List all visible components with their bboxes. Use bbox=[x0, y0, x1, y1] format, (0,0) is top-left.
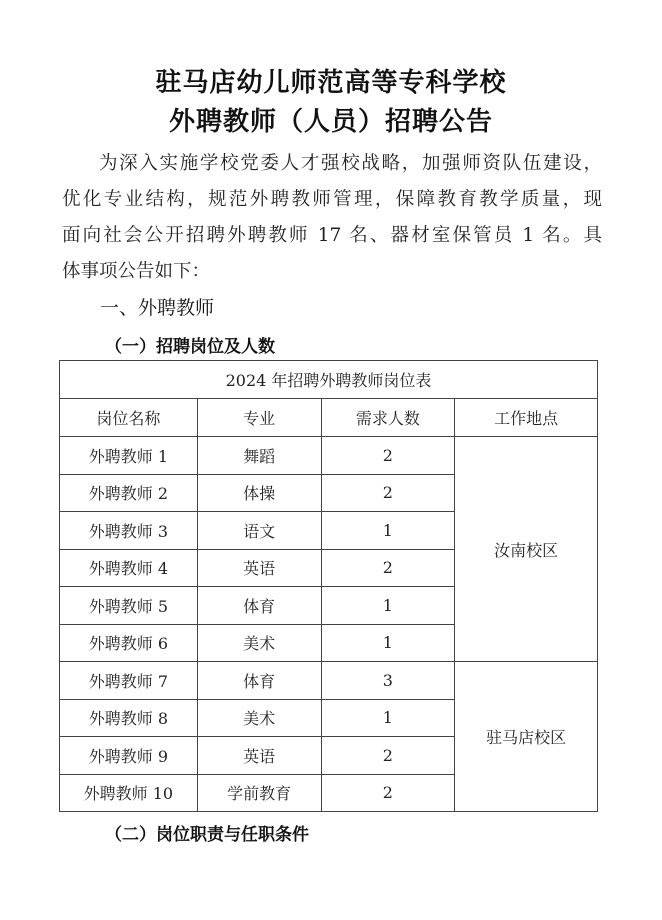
document-title-line-2: 外聘教师（人员）招聘公告 bbox=[168, 107, 493, 137]
intro-line: 面向社会公开招聘外聘教师 17 名、器材室保管员 1 名。具 bbox=[62, 225, 602, 246]
cell-major: 舞蹈 bbox=[197, 437, 321, 475]
cell-count: 2 bbox=[321, 737, 455, 775]
cell-count: 2 bbox=[321, 549, 455, 587]
subsection-heading-duties: （二）岗位职责与任职条件 bbox=[105, 825, 309, 845]
cell-count: 1 bbox=[321, 624, 455, 662]
cell-major: 英语 bbox=[197, 549, 321, 587]
cell-count: 2 bbox=[321, 474, 455, 512]
column-header-location: 工作地点 bbox=[455, 399, 598, 437]
intro-line: 优化专业结构，规范外聘教师管理，保障教育教学质量，现 bbox=[62, 189, 602, 210]
cell-major: 美术 bbox=[197, 699, 321, 737]
cell-position: 外聘教师 6 bbox=[60, 624, 198, 662]
column-header-count: 需求人数 bbox=[321, 399, 455, 437]
section-heading-external-teachers: 一、外聘教师 bbox=[100, 297, 215, 319]
cell-major: 体育 bbox=[197, 662, 321, 700]
cell-count: 1 bbox=[321, 512, 455, 550]
intro-line: 为深入实施学校党委人才强校战略，加强师资队伍建设， bbox=[99, 153, 602, 174]
cell-count: 3 bbox=[321, 662, 455, 700]
cell-count: 1 bbox=[321, 587, 455, 625]
cell-major: 美术 bbox=[197, 624, 321, 662]
positions-table bbox=[59, 360, 598, 812]
cell-position: 外聘教师 2 bbox=[60, 474, 198, 512]
cell-location-runan: 汝南校区 bbox=[455, 437, 598, 662]
cell-count: 1 bbox=[321, 699, 455, 737]
cell-major: 英语 bbox=[197, 737, 321, 775]
cell-position: 外聘教师 3 bbox=[60, 512, 198, 550]
intro-paragraph bbox=[62, 146, 602, 290]
cell-position: 外聘教师 10 bbox=[60, 774, 198, 812]
document-title-line-1: 驻马店幼儿师范高等专科学校 bbox=[155, 68, 507, 98]
intro-line: 体事项公告如下： bbox=[62, 261, 211, 282]
table-caption: 2024 年招聘外聘教师岗位表 bbox=[60, 361, 598, 399]
cell-position: 外聘教师 7 bbox=[60, 662, 198, 700]
column-header-major: 专业 bbox=[197, 399, 321, 437]
cell-major: 体操 bbox=[197, 474, 321, 512]
cell-position: 外聘教师 5 bbox=[60, 587, 198, 625]
cell-count: 2 bbox=[321, 437, 455, 475]
subsection-heading-positions: （一）招聘岗位及人数 bbox=[105, 337, 275, 357]
cell-count: 2 bbox=[321, 774, 455, 812]
cell-position: 外聘教师 8 bbox=[60, 699, 198, 737]
table-row bbox=[60, 437, 598, 475]
cell-position: 外聘教师 4 bbox=[60, 549, 198, 587]
cell-major: 学前教育 bbox=[197, 774, 321, 812]
column-header-position: 岗位名称 bbox=[60, 399, 198, 437]
cell-position: 外聘教师 9 bbox=[60, 737, 198, 775]
table-row bbox=[60, 662, 598, 700]
cell-major: 语文 bbox=[197, 512, 321, 550]
cell-location-zhumadian: 驻马店校区 bbox=[455, 662, 598, 812]
cell-position: 外聘教师 1 bbox=[60, 437, 198, 475]
cell-major: 体育 bbox=[197, 587, 321, 625]
